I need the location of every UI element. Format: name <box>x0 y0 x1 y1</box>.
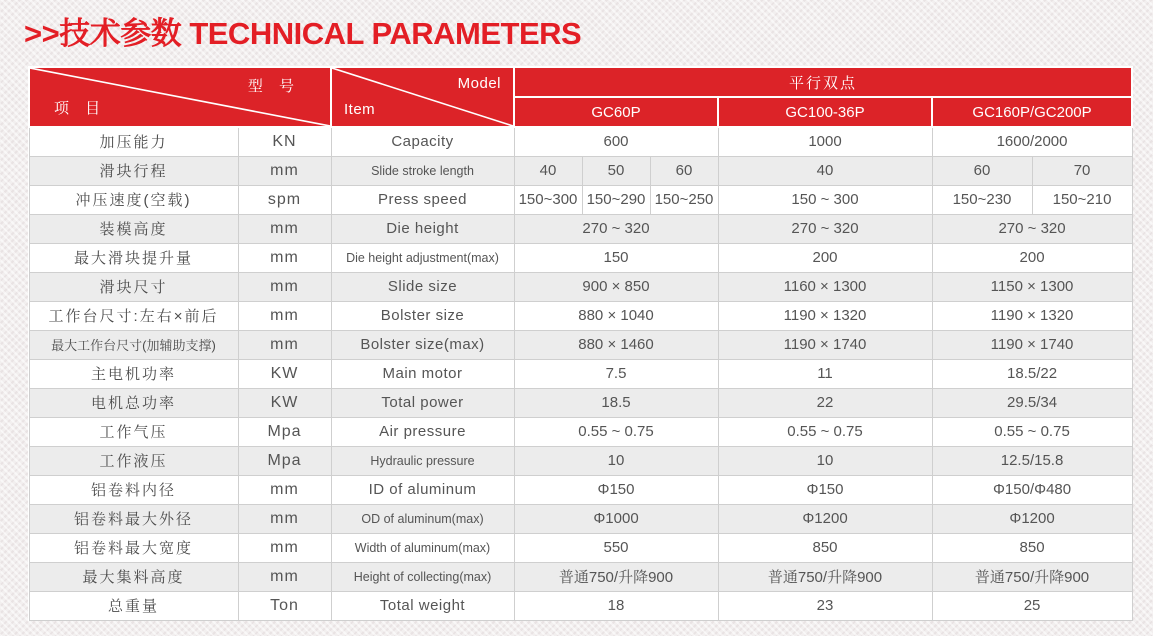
param-unit: spm <box>238 185 331 214</box>
param-value: 1600/2000 <box>932 127 1132 156</box>
param-name-en: Hydraulic pressure <box>331 446 514 475</box>
param-name-en: Total weight <box>331 591 514 620</box>
param-value: 150~210 <box>1032 185 1132 214</box>
param-unit: mm <box>238 475 331 504</box>
param-name-en: Slide size <box>331 272 514 301</box>
param-name-cn: 最大滑块提升量 <box>29 243 238 272</box>
param-name-en: Width of aluminum(max) <box>331 533 514 562</box>
param-value: 270 ~ 320 <box>932 214 1132 243</box>
header-machine-group: 平行双点 <box>514 67 1132 97</box>
table-row <box>29 388 1132 417</box>
param-name-en: Capacity <box>331 127 514 156</box>
param-value: 普通750/升降900 <box>718 562 932 591</box>
param-name-cn: 工作台尺寸:左右×前后 <box>29 301 238 330</box>
param-value: 11 <box>718 359 932 388</box>
param-value: 0.55 ~ 0.75 <box>932 417 1132 446</box>
table-row <box>29 359 1132 388</box>
table-row <box>29 301 1132 330</box>
param-value: 200 <box>718 243 932 272</box>
param-value: Φ1000 <box>514 504 718 533</box>
param-value: 150~250 <box>650 185 718 214</box>
param-unit: KN <box>238 127 331 156</box>
param-value: 18 <box>514 591 718 620</box>
param-value: 18.5/22 <box>932 359 1132 388</box>
param-value: 60 <box>650 156 718 185</box>
param-name-cn: 加压能力 <box>29 127 238 156</box>
param-unit: mm <box>238 156 331 185</box>
table-row <box>29 446 1132 475</box>
param-value: 550 <box>514 533 718 562</box>
param-value: 10 <box>718 446 932 475</box>
param-value: 1190 × 1320 <box>932 301 1132 330</box>
param-value: 70 <box>1032 156 1132 185</box>
table-row <box>29 185 1132 214</box>
param-name-en: Bolster size(max) <box>331 330 514 359</box>
param-value: 150 ~ 300 <box>718 185 932 214</box>
param-value: 40 <box>718 156 932 185</box>
technical-parameters-table <box>28 66 1133 621</box>
param-value: 1000 <box>718 127 932 156</box>
param-unit: Ton <box>238 591 331 620</box>
param-value: 18.5 <box>514 388 718 417</box>
param-value: 270 ~ 320 <box>718 214 932 243</box>
param-value: 29.5/34 <box>932 388 1132 417</box>
table-body <box>29 127 1132 620</box>
param-value: Φ150/Φ480 <box>932 475 1132 504</box>
param-name-cn: 冲压速度(空载) <box>29 185 238 214</box>
param-value: 1150 × 1300 <box>932 272 1132 301</box>
param-value: Φ150 <box>514 475 718 504</box>
header-item-en-label: Item <box>344 101 376 118</box>
header-model-gc160p-gc200p: GC160P/GC200P <box>932 97 1132 127</box>
param-unit: mm <box>238 330 331 359</box>
param-value: 23 <box>718 591 932 620</box>
param-name-cn: 滑块尺寸 <box>29 272 238 301</box>
param-value: 1190 × 1320 <box>718 301 932 330</box>
param-name-en: Slide stroke length <box>331 156 514 185</box>
param-name-en: Total power <box>331 388 514 417</box>
param-value: 普通750/升降900 <box>932 562 1132 591</box>
param-name-en: Die height <box>331 214 514 243</box>
param-unit: mm <box>238 272 331 301</box>
param-unit: mm <box>238 562 331 591</box>
param-value: 1190 × 1740 <box>718 330 932 359</box>
param-name-en: OD of aluminum(max) <box>331 504 514 533</box>
header-item-model-en-cell <box>331 67 514 127</box>
table-row <box>29 562 1132 591</box>
param-name-cn: 工作液压 <box>29 446 238 475</box>
table-row <box>29 156 1132 185</box>
header-model-en-label: Model <box>457 75 501 92</box>
param-unit: Mpa <box>238 446 331 475</box>
param-value: 25 <box>932 591 1132 620</box>
param-name-cn: 最大工作台尺寸(加辅助支撑) <box>29 330 238 359</box>
table-row <box>29 272 1132 301</box>
header-item-cn-label: 项 目 <box>54 100 107 117</box>
header-model-cn-label: 型 号 <box>247 78 300 95</box>
param-name-en: Main motor <box>331 359 514 388</box>
param-unit: mm <box>238 533 331 562</box>
param-name-cn: 工作气压 <box>29 417 238 446</box>
param-value: 150~300 <box>514 185 582 214</box>
param-value: 880 × 1040 <box>514 301 718 330</box>
param-value: Φ1200 <box>718 504 932 533</box>
param-unit: mm <box>238 243 331 272</box>
param-name-cn: 铝卷料内径 <box>29 475 238 504</box>
param-name-en: Air pressure <box>331 417 514 446</box>
table-row <box>29 591 1132 620</box>
table-header <box>29 67 1132 127</box>
param-value: 0.55 ~ 0.75 <box>718 417 932 446</box>
param-value: 10 <box>514 446 718 475</box>
param-name-en: Bolster size <box>331 301 514 330</box>
header-item-model-cn-cell <box>29 67 331 127</box>
param-value: 7.5 <box>514 359 718 388</box>
param-unit: mm <box>238 301 331 330</box>
table-row <box>29 417 1132 446</box>
param-name-cn: 滑块行程 <box>29 156 238 185</box>
param-name-en: ID of aluminum <box>331 475 514 504</box>
param-value: 200 <box>932 243 1132 272</box>
table-row <box>29 330 1132 359</box>
param-name-cn: 电机总功率 <box>29 388 238 417</box>
param-name-en: Die height adjustment(max) <box>331 243 514 272</box>
table-row <box>29 214 1132 243</box>
param-value: 850 <box>932 533 1132 562</box>
param-unit: mm <box>238 214 331 243</box>
param-value: 40 <box>514 156 582 185</box>
param-unit: KW <box>238 359 331 388</box>
param-value: 普通750/升降900 <box>514 562 718 591</box>
param-value: 1190 × 1740 <box>932 330 1132 359</box>
param-name-cn: 铝卷料最大外径 <box>29 504 238 533</box>
param-value: 60 <box>932 156 1032 185</box>
page-title: >>技术参数 TECHNICAL PARAMETERS <box>24 16 582 51</box>
param-name-en: Press speed <box>331 185 514 214</box>
param-value: 850 <box>718 533 932 562</box>
param-unit: mm <box>238 504 331 533</box>
param-name-cn: 最大集料高度 <box>29 562 238 591</box>
param-unit: Mpa <box>238 417 331 446</box>
param-name-cn: 铝卷料最大宽度 <box>29 533 238 562</box>
header-model-gc60p: GC60P <box>514 97 718 127</box>
param-value: 150~230 <box>932 185 1032 214</box>
param-name-cn: 主电机功率 <box>29 359 238 388</box>
param-value: Φ1200 <box>932 504 1132 533</box>
header-model-gc100-36p: GC100-36P <box>718 97 932 127</box>
param-value: 50 <box>582 156 650 185</box>
param-value: 150~290 <box>582 185 650 214</box>
param-value: 600 <box>514 127 718 156</box>
param-value: 150 <box>514 243 718 272</box>
param-unit: KW <box>238 388 331 417</box>
param-value: 0.55 ~ 0.75 <box>514 417 718 446</box>
param-name-en: Height of collecting(max) <box>331 562 514 591</box>
param-value: 900 × 850 <box>514 272 718 301</box>
param-value: 270 ~ 320 <box>514 214 718 243</box>
table-row <box>29 504 1132 533</box>
param-value: 22 <box>718 388 932 417</box>
table-row <box>29 533 1132 562</box>
param-value: 1160 × 1300 <box>718 272 932 301</box>
table-row <box>29 243 1132 272</box>
param-name-cn: 装模高度 <box>29 214 238 243</box>
table-row <box>29 475 1132 504</box>
param-value: 12.5/15.8 <box>932 446 1132 475</box>
param-name-cn: 总重量 <box>29 591 238 620</box>
param-value: 880 × 1460 <box>514 330 718 359</box>
table-row <box>29 127 1132 156</box>
param-value: Φ150 <box>718 475 932 504</box>
